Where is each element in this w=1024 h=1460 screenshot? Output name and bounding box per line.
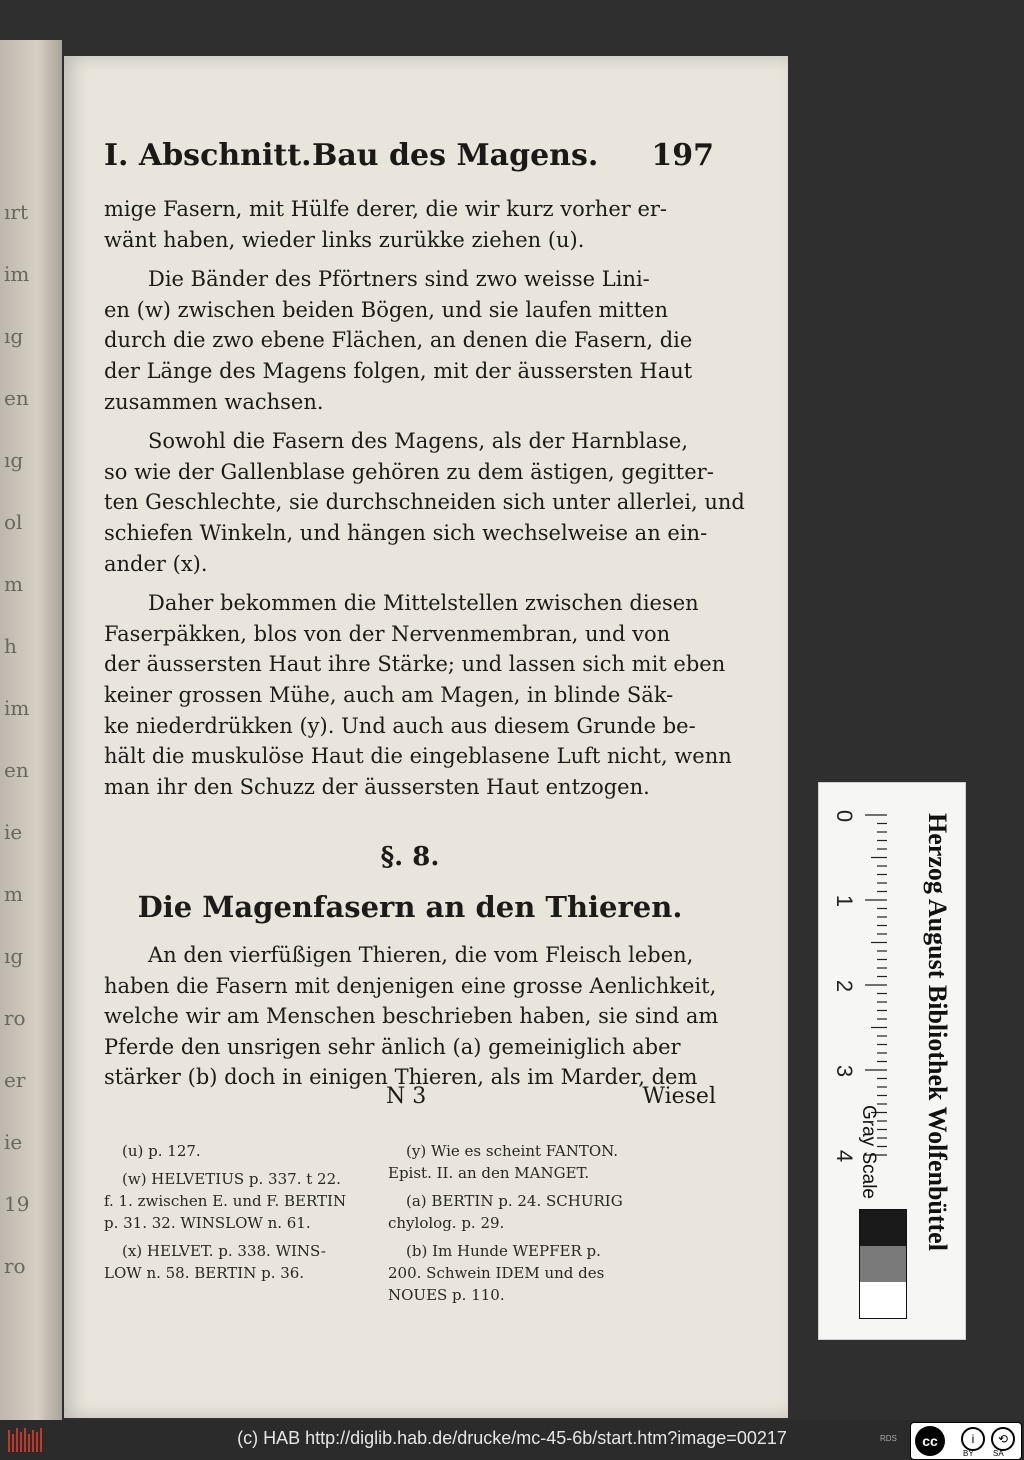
text-line: der Länge des Magens folgen, mit der äussersten Haut (104, 358, 693, 383)
running-head-chapter: I. Abschnitt. (104, 138, 312, 173)
section-title: Die Magenfasern an den Thieren. (137, 890, 683, 924)
footnote-line: 200. Schwein IDEM und des (388, 1264, 605, 1282)
previous-page-fragment: 19 (4, 1192, 30, 1216)
text-line: en (w) zwischen beiden Bögen, und sie laufen mitten (104, 297, 668, 322)
previous-page-fragment: ol (4, 510, 23, 534)
text-line: An den vierfüßigen Thieren, die vom Fleisch leben, (148, 943, 694, 967)
previous-page-fragment: er (4, 1068, 26, 1092)
institution-label-box (915, 813, 959, 1313)
body-text (104, 194, 745, 811)
previous-page-fragment: ırt (4, 200, 28, 224)
footnote-line: (b) Im Hunde WEPFER p. (406, 1242, 601, 1260)
copyright-link[interactable]: (c) HAB http://diglib.hab.de/drucke/mc-45-6b/start.htm?image=00217 (237, 1428, 787, 1448)
text-line: Daher bekommen die Mittelstellen zwischen diesen (148, 591, 699, 616)
text-line: welche wir am Menschen beschrieben haben, sie sind am (104, 1004, 719, 1029)
text-line: Faserpäkken, blos von der Nervenmembran, und von (104, 621, 671, 646)
footnote (388, 1140, 718, 1184)
institution-label: Herzog August Bibliothek Wolfenbüttel (923, 813, 952, 1251)
by-icon: i (961, 1427, 985, 1451)
running-head-title: Bau des Magens. (312, 138, 599, 173)
previous-page-fragment: ro (4, 1254, 26, 1278)
text-line: schiefen Winkeln, und hängen sich wechselweise an ein- (104, 520, 708, 545)
text-line: zusammen wachsen. (104, 389, 324, 414)
by-label: BY (963, 1449, 974, 1458)
footnote (104, 1168, 384, 1234)
catchword: Wiesel (642, 1084, 716, 1109)
text-line: wänt haben, wieder links zurükke ziehen (u). (104, 227, 585, 252)
previous-page-fragment: ro (4, 1006, 26, 1030)
text-line: Die Bänder des Pförtners sind zwo weisse Lini- (148, 267, 650, 292)
ruler-number: 0 (832, 809, 857, 823)
section-number: §. 8. (380, 842, 440, 872)
previous-page-fragment: im (4, 262, 30, 286)
paragraph (104, 264, 716, 417)
book-page (64, 56, 788, 1418)
text-line: der äussersten Haut ihre Stärke; und lassen sich mit eben (104, 652, 726, 677)
footnotes-right-column (388, 1140, 718, 1312)
previous-page-fragment: ie (4, 820, 23, 844)
color-ruler (818, 782, 966, 1340)
footnote-line: (y) Wie es scheint FANTON. (406, 1142, 619, 1160)
text-line: Pferde den unsrigen sehr änlich (a) gemeiniglich aber (104, 1034, 681, 1059)
ruler-number: 2 (832, 979, 857, 993)
ruler-number: 1 (832, 894, 857, 908)
previous-page-edge (0, 40, 62, 1420)
text-line: ke niederdrükken (y). Und auch aus diesem Grunde be- (104, 713, 696, 738)
cc-icon: cc (915, 1426, 945, 1456)
previous-page-fragment: en (4, 386, 29, 410)
previous-page-fragment: ıg (4, 448, 24, 472)
grayscale-patch (860, 1210, 906, 1246)
previous-page-fragment: m (4, 572, 23, 596)
previous-page-fragment: h (4, 634, 17, 658)
footnote-line: f. 1. zwischen E. und F. BERTIN (104, 1192, 347, 1210)
signature-mark: N 3 (386, 1084, 427, 1109)
text-line: so wie der Gallenblase gehören zu dem ästigen, gegitter- (104, 459, 714, 484)
text-line: stärker (b) doch in einigen Thieren, als im Marder, dem (104, 1065, 698, 1090)
paragraph (104, 194, 716, 255)
grayscale-patch (860, 1282, 906, 1318)
text-line: durch die zwo ebene Flächen, an denen die Fasern, die (104, 328, 693, 353)
catchline (104, 1084, 716, 1114)
text-line: man ihr den Schuzz der äussersten Haut entzogen. (104, 774, 650, 799)
footnotes-left-column (104, 1140, 384, 1290)
footnote-line: NOUES p. 110. (388, 1286, 505, 1304)
footnote-line: p. 31. 32. WINSLOW n. 61. (104, 1214, 311, 1232)
sa-icon: ⟲ (991, 1427, 1015, 1451)
footnote-line: (w) HELVETIUS p. 337. t 22. (122, 1170, 341, 1188)
page-number: 197 (651, 138, 714, 173)
footnote-line: (a) BERTIN p. 24. SCHURIG (406, 1192, 623, 1210)
paragraph (104, 588, 732, 802)
text-line: ten Geschlechte, sie durchschneiden sich unter allerlei, und (104, 490, 745, 515)
running-head (104, 138, 714, 182)
ruler-number: 4 (832, 1149, 857, 1163)
grayscale-label: Gray Scale (858, 1105, 879, 1199)
text-line: keiner grossen Mühe, auch am Magen, in blinde Säk- (104, 682, 674, 707)
footnote-line: LOW n. 58. BERTIN p. 36. (104, 1264, 305, 1282)
footnote-line: Epist. II. an den MANGET. (388, 1164, 590, 1182)
text-line: ander (x). (104, 551, 208, 576)
footnote-line: (u) p. 127. (122, 1142, 201, 1160)
footer-tiny-mark: RDS (880, 1434, 897, 1443)
text-line: Sowohl die Fasern des Magens, als der Harnblase, (148, 429, 689, 454)
text-line: mige Fasern, mit Hülfe derer, die wir kurz vorher er- (104, 197, 668, 221)
previous-page-fragment: ıg (4, 324, 24, 348)
previous-page-fragment: ıg (4, 944, 24, 968)
footnote (388, 1240, 718, 1306)
footnote-line: (x) HELVET. p. 338. WINS- (122, 1242, 326, 1260)
previous-page-fragment: en (4, 758, 29, 782)
previous-page-fragment: im (4, 696, 30, 720)
footnote-line: chylolog. p. 29. (388, 1214, 505, 1232)
text-line: hält die muskulöse Haut die eingeblasene Luft nicht, wenn (104, 744, 732, 769)
footnote (104, 1240, 384, 1284)
paragraph (104, 426, 745, 579)
previous-page-fragment: ie (4, 1130, 23, 1154)
footer-bar (0, 1420, 1024, 1460)
section-paragraph (104, 940, 719, 1102)
sa-label: SA (993, 1449, 1004, 1458)
ruler-number: 3 (832, 1064, 857, 1078)
grayscale-patch (860, 1246, 906, 1282)
footnote (388, 1190, 718, 1234)
cc-license-badge[interactable] (910, 1422, 1022, 1460)
paragraph (104, 940, 719, 1093)
footnote (104, 1140, 384, 1162)
grayscale-patches (859, 1209, 907, 1319)
text-line: haben die Fasern mit denjenigen eine grosse Aenlichkeit, (104, 973, 717, 998)
previous-page-fragment: m (4, 882, 23, 906)
